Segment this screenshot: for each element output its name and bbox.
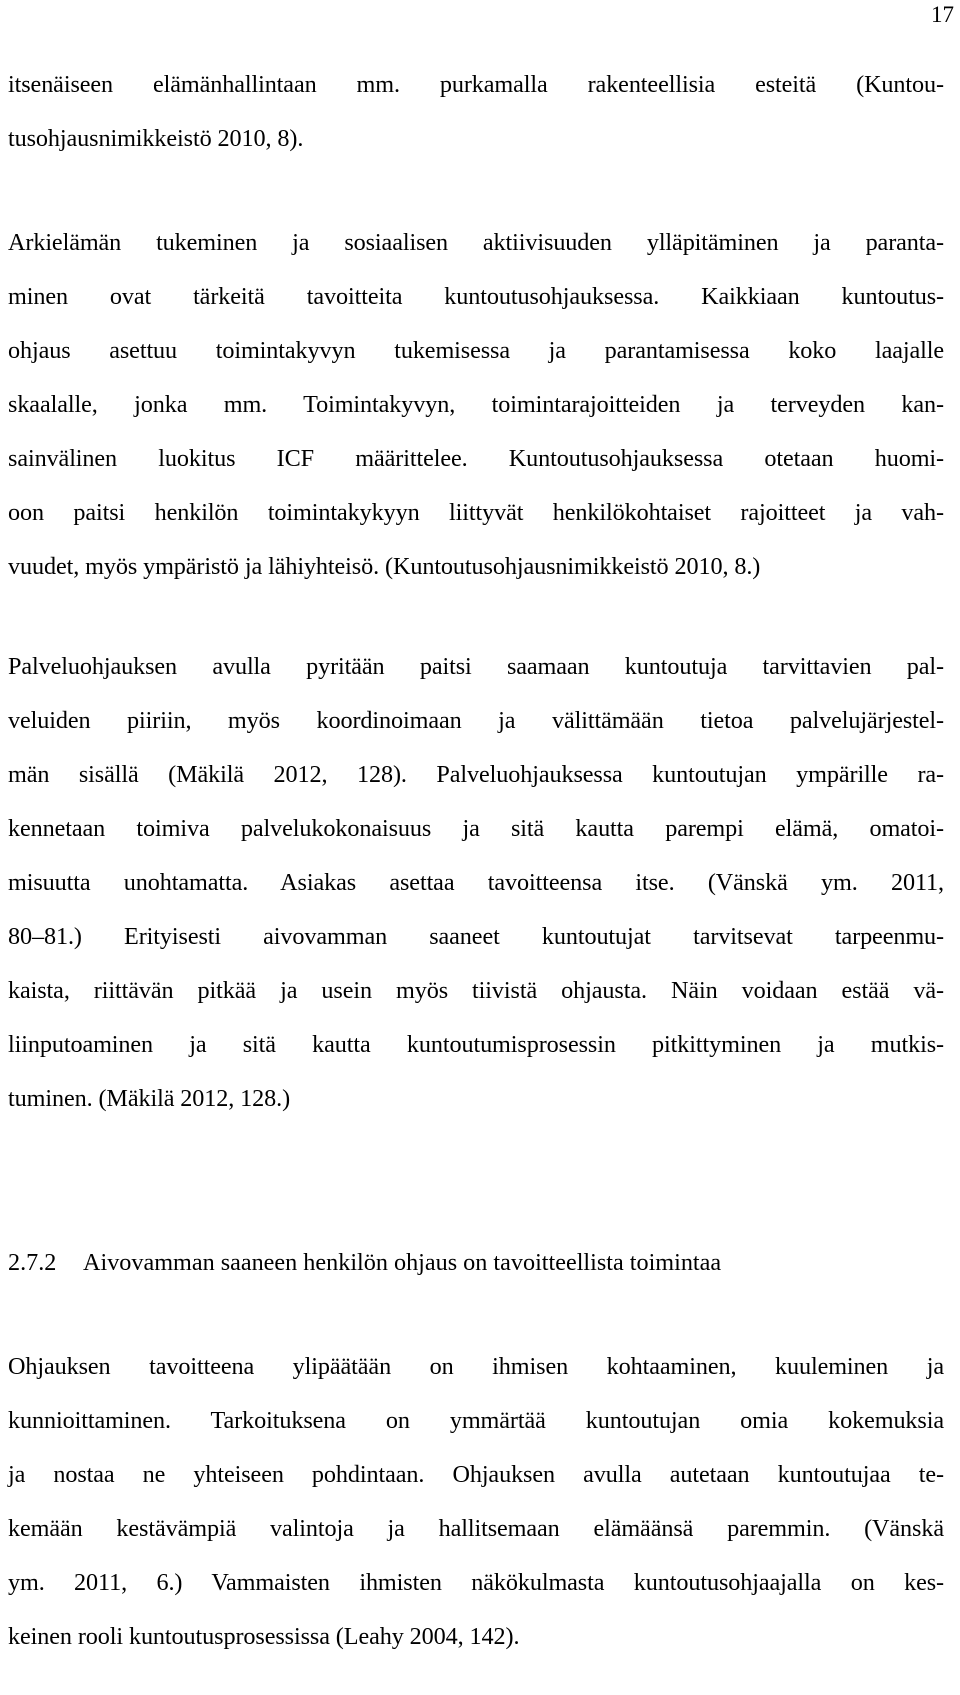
page-number: 17 [931, 2, 954, 27]
text-line: kunnioittaminen. Tarkoituksena on ymmärtää kuntoutujan omia kokemuksia [8, 1407, 944, 1434]
text-line: sainvälinen luokitus ICF määrittelee. Kuntoutusohjauksessa otetaan huomi- [8, 445, 944, 472]
text-line: veluiden piiriin, myös koordinoimaan ja välittämään tietoa palvelujärjestel- [8, 707, 944, 734]
text-line: liinputoaminen ja sitä kautta kuntoutumisprosessin pitkittyminen ja mutkis- [8, 1031, 944, 1058]
text-line: Ohjauksen tavoitteena ylipäätään on ihmisen kohtaaminen, kuuleminen ja [8, 1353, 944, 1380]
text-line: tuminen. (Mäkilä 2012, 128.) [8, 1085, 291, 1112]
text-line: Palveluohjauksen avulla pyritään paitsi saamaan kuntoutuja tarvittavien pal- [8, 653, 944, 680]
paragraph [8, 1340, 944, 1664]
text-line: keinen rooli kuntoutusprosessissa (Leahy 2004, 142). [8, 1623, 520, 1650]
text-line: misuutta unohtamatta. Asiakas asettaa tavoitteensa itse. (Vänskä ym. 2011, [8, 869, 944, 896]
text-line: kemään kestävämpiä valintoja ja hallitsemaan elämäänsä paremmin. (Vänskä [8, 1515, 944, 1542]
text-line: ym. 2011, 6.) Vammaisten ihmisten näkökulmasta kuntoutusohjaajalla on kes- [8, 1569, 944, 1596]
paragraph [8, 58, 944, 166]
text-line: 80–81.) Erityisesti aivovamman saaneet kuntoutujat tarvitsevat tarpeenmu- [8, 923, 944, 950]
text-line: ja nostaa ne yhteiseen pohdintaan. Ohjauksen avulla autetaan kuntoutujaa te- [8, 1461, 944, 1488]
text-line: kennetaan toimiva palvelukokonaisuus ja sitä kautta parempi elämä, omatoi- [8, 815, 944, 842]
section-heading [8, 1236, 944, 1290]
section-number: 2.7.2 [8, 1249, 57, 1276]
paragraph [8, 640, 944, 1126]
text-line: män sisällä (Mäkilä 2012, 128). Palveluohjauksessa kuntoutujan ympärille ra- [8, 761, 944, 788]
text-line: vuudet, myös ympäristö ja lähiyhteisö. (Kuntoutusohjausnimikkeistö 2010, 8.) [8, 553, 761, 580]
paragraph [8, 216, 944, 594]
text-line: skaalalle, jonka mm. Toimintakyvyn, toimintarajoitteiden ja terveyden kan- [8, 391, 944, 418]
text-line: oon paitsi henkilön toimintakykyyn liittyvät henkilökohtaiset rajoitteet ja vah- [8, 499, 944, 526]
text-line: Arkielämän tukeminen ja sosiaalisen aktiivisuuden ylläpitäminen ja paranta- [8, 229, 944, 256]
document-body [8, 58, 944, 1664]
section-title: Aivovamman saaneen henkilön ohjaus on tavoitteellista toimintaa [83, 1249, 722, 1276]
text-line: tusohjausnimikkeistö 2010, 8). [8, 125, 304, 152]
text-line: itsenäiseen elämänhallintaan mm. purkamalla rakenteellisia esteitä (Kuntou- [8, 71, 944, 98]
text-line: kaista, riittävän pitkää ja usein myös tiivistä ohjausta. Näin voidaan estää vä- [8, 977, 944, 1004]
text-line: ohjaus asettuu toimintakyvyn tukemisessa ja parantamisessa koko laajalle [8, 337, 944, 364]
text-line: minen ovat tärkeitä tavoitteita kuntoutusohjauksessa. Kaikkiaan kuntoutus- [8, 283, 944, 310]
